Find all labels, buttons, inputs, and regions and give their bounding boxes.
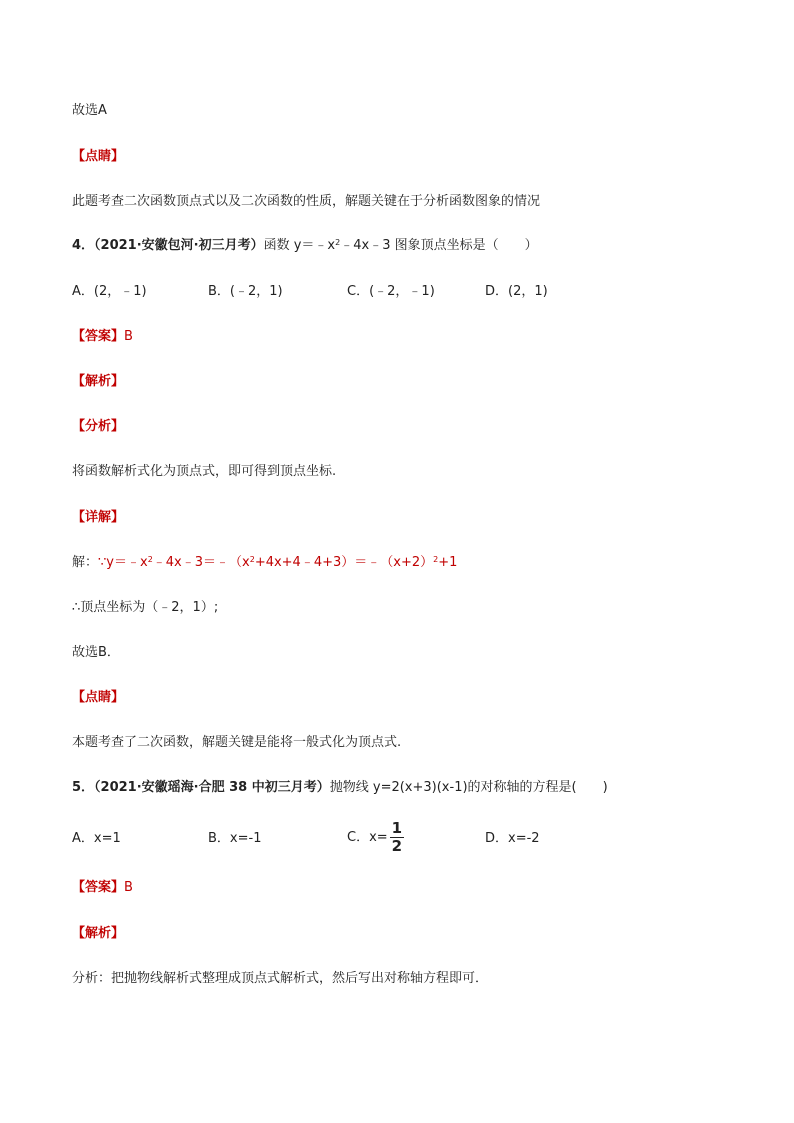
- answer-tag: 【答案】: [72, 329, 125, 344]
- fenxi-header: 【分析】: [72, 419, 125, 434]
- question-4-sup: 2: [335, 238, 341, 247]
- xiangjie-header: 【详解】: [72, 510, 125, 525]
- option-c-label: C．x=: [347, 830, 388, 845]
- question-4-text-b: ﹣4x﹣3 图象顶点坐标是（ ）: [340, 238, 538, 253]
- jiexi-header-2: 【解析】: [72, 926, 125, 941]
- question-5-source: （2021·安徽瑶海·合肥 38 中初三月考）: [94, 780, 330, 795]
- question-4-number: 4．: [72, 238, 95, 253]
- solution-part-c: +4x+4﹣4+3）＝﹣（x+2）: [254, 555, 434, 570]
- fraction: [390, 821, 404, 854]
- question-5-option-a: A．x=1: [72, 831, 121, 846]
- fraction-denominator: 2: [391, 837, 403, 855]
- solution-part-a: ∵y＝﹣x: [98, 555, 148, 570]
- question-4-stem: [72, 237, 538, 255]
- question-4-source: （2021·安徽包河·初三月考）: [94, 238, 264, 253]
- solution-sup-2: 2: [249, 555, 255, 564]
- question-5-option-c: [347, 818, 404, 858]
- answer-tag-2: 【答案】: [72, 880, 125, 895]
- dianjing-text-2: 本题考查了二次函数，解题关键是能将一般式化为顶点式.: [72, 735, 402, 750]
- question-4-option-b: B．(﹣2，1): [208, 284, 283, 299]
- solution-part-b: ﹣4x﹣3＝﹣（x: [152, 555, 250, 570]
- question-5-option-d: D．x=-2: [485, 831, 540, 846]
- q5-analysis-text: 分析：把抛物线解析式整理成顶点式解析式，然后写出对称轴方程即可．: [72, 971, 489, 986]
- answer-value: B: [124, 329, 133, 344]
- question-4-option-d: D．(2，1): [485, 284, 548, 299]
- dianjing-text: 此题考查二次函数顶点式以及二次函数的性质，解题关键在于分析函数图象的情况: [72, 194, 541, 209]
- choose-a-text: 故选A: [72, 103, 107, 118]
- answer-value-2: B: [124, 880, 133, 895]
- question-5-answer: [72, 879, 133, 897]
- dianjing-header-2: 【点睛】: [72, 690, 125, 705]
- dianjing-header: 【点睛】: [72, 149, 125, 164]
- question-5-text: 抛物线 y=2(x+3)(x-1)的对称轴的方程是( ): [329, 780, 608, 795]
- fenxi-text: 将函数解析式化为顶点式，即可得到顶点坐标.: [72, 464, 337, 479]
- solution-sup-1: 2: [147, 555, 153, 564]
- solution-prefix: 解：: [72, 555, 99, 570]
- question-5-stem: [72, 779, 608, 797]
- question-4-text-a: 函数 y＝﹣x: [263, 238, 336, 253]
- solution-sup-3: 2: [433, 555, 439, 564]
- vertex-result: ∴顶点坐标为（﹣2，1）;: [72, 600, 219, 615]
- choose-b-text: 故选B．: [72, 645, 120, 660]
- question-5-option-b: B．x=-1: [208, 831, 262, 846]
- jiexi-header: 【解析】: [72, 374, 125, 389]
- fraction-numerator: 1: [391, 819, 403, 837]
- question-4-option-c: C．(﹣2，﹣1): [347, 284, 435, 299]
- solution-line: [72, 554, 457, 572]
- question-4-answer: [72, 328, 133, 346]
- question-5-number: 5．: [72, 780, 95, 795]
- solution-part-d: +1: [438, 555, 458, 570]
- question-4-option-a: A．(2，﹣1): [72, 284, 147, 299]
